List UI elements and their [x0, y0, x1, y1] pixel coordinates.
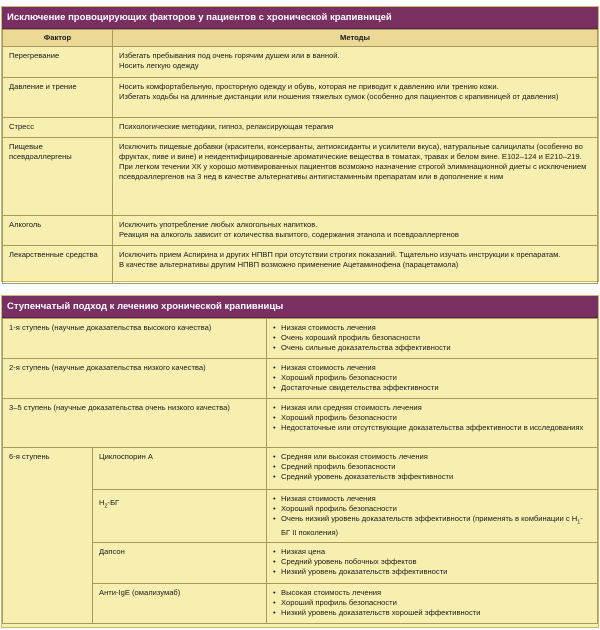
factor-cell: Стресс: [3, 118, 113, 138]
list-item: • Очень сильные доказательства эффективности: [273, 343, 591, 353]
list-item: • Хороший профиль безопасности: [273, 598, 591, 608]
list-item-text: -БГ II поколения): [281, 514, 583, 537]
table-row: [3, 399, 598, 448]
table-row: [3, 47, 598, 78]
method-text: Избегать пребывания под очень горячим душем или в ванной.: [119, 51, 340, 60]
methods-cell: [113, 246, 598, 284]
points-cell: [267, 319, 598, 359]
list-item: • Высокая стоимость лечения: [273, 588, 591, 598]
factor-cell: Перегревание: [3, 47, 113, 78]
drug-name-sub: 2: [104, 503, 108, 510]
drug-cell: Анти-IgE (омализумаб): [93, 583, 267, 623]
table-row: [3, 542, 598, 583]
method-text: Психологические методики, гипноз, релаксирующая терапия: [119, 122, 334, 131]
table-row: [3, 138, 598, 216]
drug-cell: Циклоспорин А: [93, 448, 267, 490]
table-row: [3, 583, 598, 623]
list-item: • Низкая или средняя стоимость лечения: [273, 403, 591, 413]
step-cell: 6-я ступень: [3, 448, 93, 624]
list-item-text: Очень низкий уровень доказательств эффективности (применять в комбинации с H: [281, 514, 578, 523]
list-item: • Низкий уровень доказательств хорошей эффективности: [273, 608, 591, 618]
triggers-table: [2, 29, 598, 284]
methods-cell: [113, 78, 598, 118]
factor-cell: Лекарственные средства: [3, 246, 113, 284]
list-item: • Низкий уровень доказательств эффективности: [273, 567, 591, 577]
list-item: • Недостаточные или отсутствующие доказательства эффективности в исследованиях: [273, 423, 591, 433]
list-item: • Низкая стоимость лечения: [273, 494, 591, 504]
factor-cell: Алкоголь: [3, 216, 113, 246]
step-cell: 1-я ступень (научные доказательства высокого качества): [3, 319, 267, 359]
method-text: Носить комфортабельную, просторную одежду и обувь, которая не приводит к давлению или трению кожи.: [119, 82, 499, 91]
list-item-sub: 1: [577, 519, 581, 526]
list-item: • Хороший профиль безопасности: [273, 504, 591, 514]
factor-cell: Давление и трение: [3, 78, 113, 118]
method-text: Исключить употребление любых алкогольных напитков.: [119, 220, 318, 229]
column-header-methods: Методы: [113, 30, 598, 47]
points-cell: [267, 399, 598, 448]
list-item: • Средняя или высокая стоимость лечения: [273, 452, 591, 462]
drug-name-prefix: H: [99, 498, 105, 507]
list-item: • Низкая стоимость лечения: [273, 323, 591, 333]
drug-cell: [93, 490, 267, 543]
list-item: • Очень хороший профиль безопасности: [273, 333, 591, 343]
list-item: • Низкая стоимость лечения: [273, 363, 591, 373]
points-cell: [267, 490, 598, 543]
drug-cell: Дапсон: [93, 542, 267, 583]
list-item: • Средний профиль безопасности: [273, 462, 591, 472]
drug-name-suffix: -БГ: [107, 498, 120, 507]
table-row: [3, 246, 598, 284]
list-item: • Достаточные свидетельства эффективности: [273, 383, 591, 393]
list-item: • Средний уровень доказательств эффективности: [273, 472, 591, 482]
list-item: [273, 514, 591, 538]
table-row: [3, 118, 598, 138]
method-text: Реакция на алкоголь зависит от количества выпитого, содержания этанола и псевдоаллергенов: [119, 230, 459, 239]
points-cell: [267, 448, 598, 490]
table-row: [3, 448, 598, 490]
list-item: • Хороший профиль безопасности: [273, 373, 591, 383]
points-cell: [267, 542, 598, 583]
methods-cell: [113, 118, 598, 138]
methods-cell: [113, 47, 598, 78]
method-text: При легком течении ХК у хорошо мотивированных пациентов возможно назначение строгой элиминационной диеты с исключением псевдоаллергенов на 3 нед в качестве альтернативы антигистаминным препаратам или в дополнение к ним: [119, 162, 587, 181]
list-item: • Низкая цена: [273, 547, 591, 557]
method-text: Носить легкую одежду: [119, 61, 199, 70]
triggers-title: Исключение провоцирующих факторов у пациентов с хронической крапивницей: [2, 7, 598, 29]
method-text: В качестве альтернативы другим НПВП возможно применение Ацетаминофена (парацетамола): [119, 260, 459, 269]
table-row: [3, 319, 598, 359]
methods-cell: [113, 216, 598, 246]
triggers-panel: [1, 6, 599, 282]
step-cell: 3–5 ступень (научные доказательства очень низкого качества): [3, 399, 267, 448]
stepwise-title: Ступенчатый подход к лечению хронической крапивницы: [2, 296, 598, 318]
stepwise-panel: [1, 295, 599, 628]
table-row: [3, 490, 598, 543]
method-text: Исключить прием Аспирина и других НПВП при отсутствии строгих показаний. Тщательно изучать инструкции к препаратам.: [119, 250, 561, 259]
list-item: • Средний уровень побочных эффектов: [273, 557, 591, 567]
factor-cell: Пищевые псевдоаллергены: [3, 138, 113, 216]
points-cell: [267, 359, 598, 399]
list-item: • Хороший профиль безопасности: [273, 413, 591, 423]
method-text: Исключить пищевые добавки (красители, консерванты, антиоксиданты и усилители вкуса), натуральные салицилаты (особенно во фруктах, пиве и вине) и неидентифицированные ароматические вещества в томатах, травах и белом вине. Е102–124 и Е210–219.: [119, 142, 583, 161]
column-header-factor: Фактор: [3, 30, 113, 47]
step-cell: 2-я ступень (научные доказательства низкого качества): [3, 359, 267, 399]
table-row: [3, 359, 598, 399]
table-row: [3, 216, 598, 246]
points-cell: [267, 583, 598, 623]
method-text: Избегать ходьбы на длинные дистанции или ношения тяжелых сумок (особенно для пациентов с крапивницей от давления): [119, 92, 559, 101]
table-row: [3, 78, 598, 118]
methods-cell: [113, 138, 598, 216]
stepwise-table: [2, 318, 598, 624]
table-header-row: [3, 30, 598, 47]
